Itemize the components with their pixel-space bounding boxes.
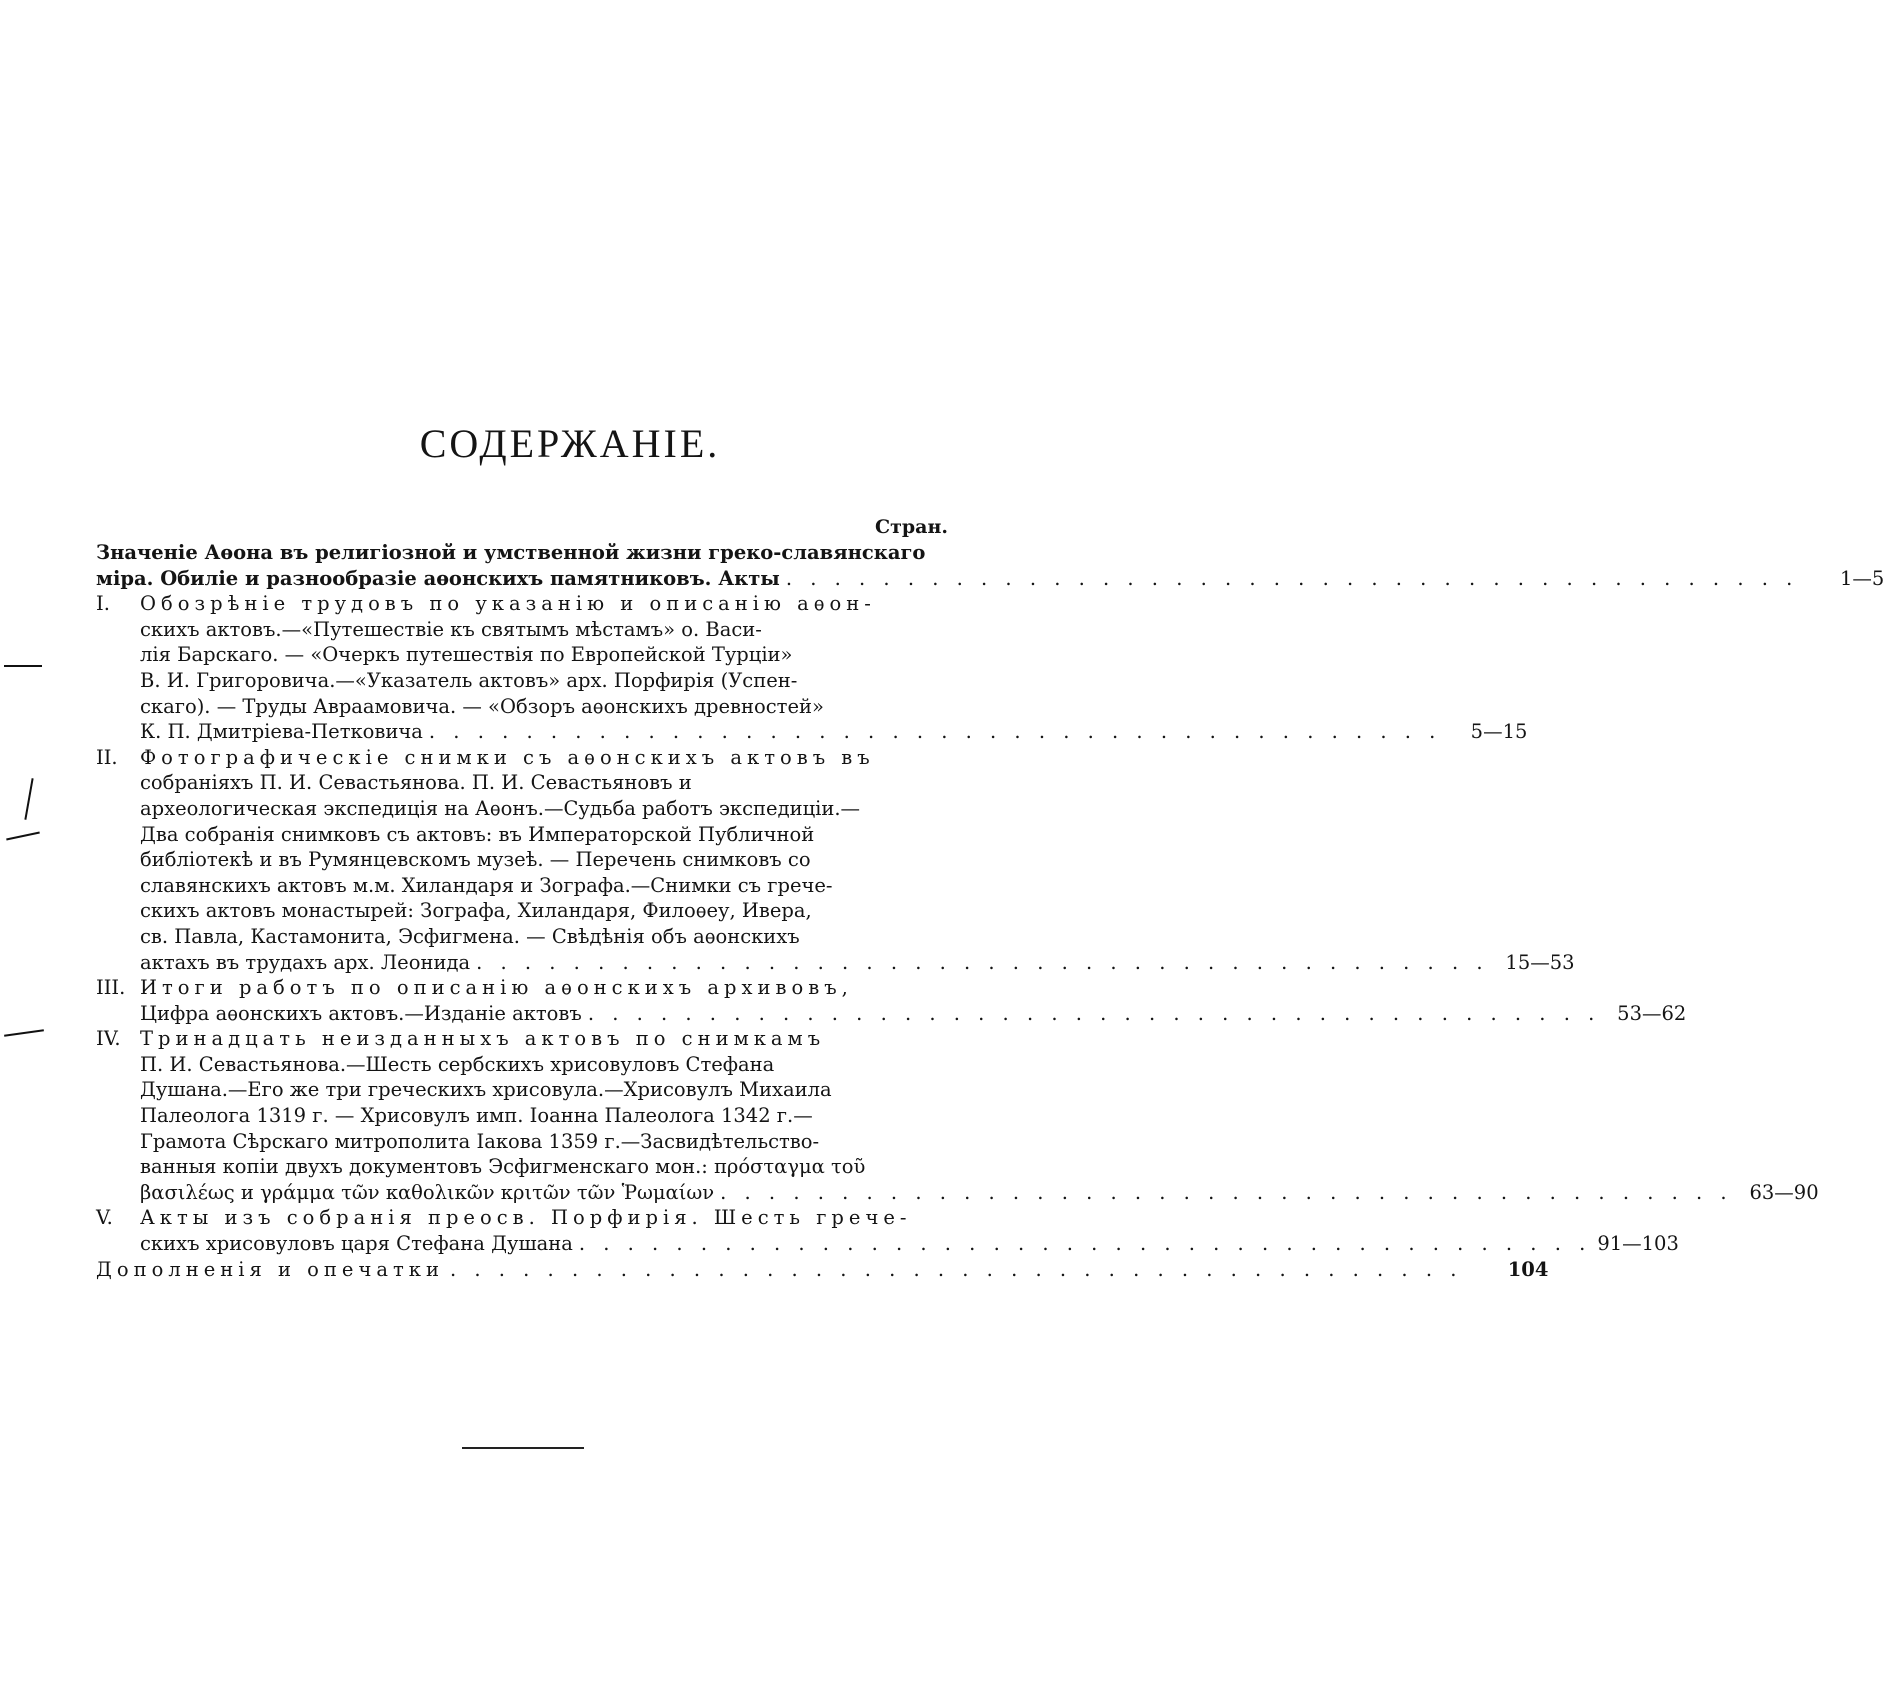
toc-line (96, 1180, 1819, 1206)
toc-line-text: Значеніе Аѳона въ религіозной и умственной жизни греко-славянскаго (96, 541, 926, 564)
toc-line (96, 694, 948, 720)
toc-line-text: скихъ хрисовуловъ царя Стефана Душана (140, 1232, 573, 1256)
toc-line (96, 873, 948, 899)
toc-line-text: Итоги работъ по описанію аѳонскихъ архивовъ, (140, 976, 853, 1000)
toc-entry-1[interactable] (96, 591, 1528, 745)
toc-line-text: скихъ актовъ.—«Путешествіе къ святымъ мѣстамъ» о. Васи- (140, 617, 762, 641)
toc-line-text: міра. Обиліе и разнообразіе аѳонскихъ памятниковъ. Акты (96, 566, 780, 590)
toc-line (96, 898, 948, 924)
page-column-header: Стран. (874, 516, 948, 538)
toc-entry-number: IV. (96, 1027, 121, 1051)
toc-entry-number: I. (96, 592, 110, 616)
toc-line-text: Палеолога 1319 г. — Хрисовулъ имп. Іоанна Палеолога 1342 г.— (140, 1104, 813, 1128)
toc-line-text: библіотекѣ и въ Румянцевскомъ музеѣ. — Перечень снимковъ со (140, 848, 811, 872)
toc-line (96, 745, 948, 771)
toc-line (96, 796, 948, 822)
toc-line (96, 1001, 1687, 1027)
toc-line (96, 1077, 948, 1103)
toc-page-number: 63—90 (1749, 1180, 1819, 1204)
margin-mark (6, 831, 40, 840)
toc-line (96, 566, 1884, 592)
toc-page-number: 104 (1507, 1257, 1549, 1281)
toc-line-text: славянскихъ актовъ м.м. Хиландаря и Зографа.—Снимки съ грече- (140, 873, 833, 897)
toc-line-text: Акты изъ собранія преосв. Порфирія. Шесть грече- (140, 1206, 912, 1230)
toc-line-text: скихъ актовъ монастырей: Зографа, Хиландаря, Филоѳеу, Ивера, (140, 899, 812, 923)
toc-page-number: 15—53 (1505, 950, 1575, 974)
toc-page-number: 5—15 (1470, 720, 1528, 744)
toc-line-text: К. П. Дмитріева-Петковича (140, 720, 423, 744)
toc-line (96, 642, 948, 668)
closing-rule (462, 1447, 584, 1449)
toc-line-text: В. И. Григоровича.—«Указатель актовъ» арх. Порфирія (Успен- (140, 668, 798, 692)
leader-dots: . . . . . . . . . . . . . . . . . . . . . . . . . . . . . . . . . . . . . . . . . . (449, 1257, 1463, 1281)
toc-entry-addenda[interactable] (96, 1257, 1549, 1283)
toc-line (96, 924, 948, 950)
toc-line (96, 668, 948, 694)
toc-line (96, 975, 948, 1001)
table-of-contents (96, 540, 1884, 1282)
toc-line-text: Душана.—Его же три греческихъ хрисовула.—Хрисовулъ Михаила (140, 1078, 832, 1102)
toc-line-text: βασιλέως и γράμμα τῶν καθολικῶν κριτῶν τῶν Ῥωμαίων (140, 1180, 715, 1204)
margin-mark (4, 665, 42, 667)
toc-page-number: 91—103 (1597, 1232, 1679, 1256)
toc-entry-3[interactable] (96, 975, 1687, 1026)
toc-entry-intro[interactable] (96, 540, 1884, 591)
toc-line-text: св. Павла, Кастамонита, Эсфигмена. — Свѣдѣнія объ аѳонскихъ (140, 924, 800, 948)
toc-line (96, 1205, 948, 1231)
leader-dots: . . . . . . . . . . . . . . . . . . . . . . . . . . . . . . . . . . . . . . . . . . (578, 1232, 1592, 1256)
toc-line-text: собраніяхъ П. И. Севастьянова. П. И. Севастьяновъ и (140, 771, 692, 795)
toc-line-text: Грамота Сѣрскаго митрополита Іакова 1359 г.—Засвидѣтельство- (140, 1129, 820, 1153)
toc-entry-number: V. (96, 1206, 113, 1230)
toc-page-number: 53—62 (1617, 1001, 1687, 1025)
toc-line (96, 1154, 948, 1180)
margin-mark (24, 778, 33, 820)
toc-entry-4[interactable] (96, 1026, 1819, 1205)
toc-line-text: актахъ въ трудахъ арх. Леонида (140, 950, 471, 974)
toc-line-text: скаго). — Труды Авраамовича. — «Обзоръ аѳонскихъ древностей» (140, 694, 824, 718)
toc-line (96, 822, 948, 848)
toc-entry-number: II. (96, 745, 118, 769)
toc-line (96, 1052, 948, 1078)
toc-line-text: Два собранія снимковъ съ актовъ: въ Императорской Публичной (140, 822, 815, 846)
leader-dots: . . . . . . . . . . . . . . . . . . . . . . . . . . . . . . . . . . . . . . . . . . (428, 720, 1442, 744)
toc-line-text: лія Барскаго. — «Очеркъ путешествія по Европейской Турціи» (140, 643, 793, 667)
toc-line-text: П. И. Севастьянова.—Шесть сербскихъ хрисовуловъ Стефана (140, 1052, 775, 1076)
toc-line-text: ванныя копіи двухъ документовъ Эсфигменскаго мон.: πρόσταγμα τοῦ (140, 1155, 866, 1179)
toc-entry-5[interactable] (96, 1205, 1679, 1256)
leader-dots: . . . . . . . . . . . . . . . . . . . . . . . . . . . . . . . . . . . . . . . . . . (720, 1180, 1733, 1204)
toc-line (96, 719, 1528, 745)
toc-line-text: Тринадцать неизданныхъ актовъ по снимкамъ (140, 1027, 826, 1051)
toc-page-number: 1—5 (1840, 566, 1884, 590)
toc-line (96, 1103, 948, 1129)
toc-entry-number: III. (96, 976, 126, 1000)
leader-dots: . . . . . . . . . . . . . . . . . . . . . . . . . . . . . . . . . . . . . . . . . . (587, 1001, 1601, 1025)
toc-line (96, 540, 948, 566)
toc-line-text: Обозрѣніе трудовъ по указанію и описанію аѳон- (140, 592, 876, 616)
toc-line (96, 950, 1575, 976)
toc-line (96, 1129, 948, 1155)
toc-line (96, 617, 948, 643)
toc-line (96, 770, 948, 796)
toc-line-text: археологическая экспедиція на Аѳонъ.—Судьба работъ экспедиціи.— (140, 796, 861, 820)
toc-line (96, 1257, 1549, 1283)
toc-line (96, 1231, 1679, 1257)
toc-line-text: Фотографическіе снимки съ аѳонскихъ актовъ въ (140, 745, 875, 769)
margin-mark (4, 1029, 44, 1037)
toc-line (96, 591, 948, 617)
toc-line-text: Цифра аѳонскихъ актовъ.—Изданіе актовъ (140, 1001, 582, 1025)
toc-line (96, 847, 948, 873)
page-title: СОДЕРЖАНІЕ. (419, 421, 721, 466)
toc-line-text: Дополненія и опечатки (96, 1257, 444, 1281)
leader-dots: . . . . . . . . . . . . . . . . . . . . . . . . . . . . . . . . . . . . . . . . . . (476, 950, 1489, 974)
toc-entry-2[interactable] (96, 745, 1575, 975)
toc-line (96, 1026, 948, 1052)
leader-dots: . . . . . . . . . . . . . . . . . . . . . . . . . . . . . . . . . . . . . . . . . . (785, 566, 1799, 590)
